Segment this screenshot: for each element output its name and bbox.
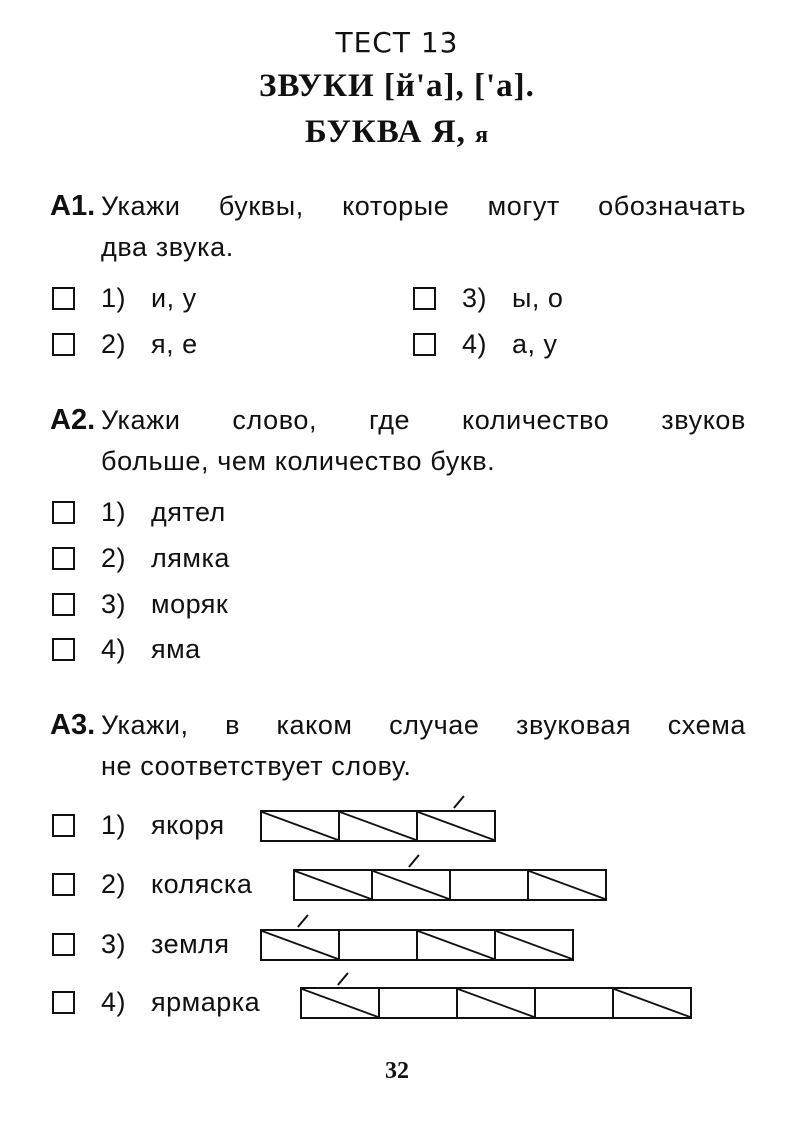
answer-option (52, 584, 228, 624)
answer-option (52, 982, 260, 1022)
option-text: ы, о (512, 282, 564, 313)
scheme-cell (450, 870, 528, 900)
answer-option (52, 324, 198, 364)
answer-checkbox[interactable] (52, 287, 75, 310)
sound-scheme (300, 982, 630, 1022)
topic-letter-main: БУКВА Я, (304, 114, 466, 150)
option-text: и, у (151, 282, 197, 313)
question-number-a3: А3. (50, 709, 96, 741)
option-text: ярмарка (151, 986, 261, 1017)
question-line: Укажи слово, где количество звуков (101, 405, 746, 435)
stress-mark (338, 973, 348, 985)
scheme-diagonal (614, 989, 690, 1017)
scheme-diagonal (496, 931, 572, 959)
answer-checkbox[interactable] (52, 991, 75, 1014)
option-number: 2) (101, 542, 127, 573)
option-text: моряк (151, 588, 229, 619)
stress-mark (409, 855, 419, 867)
question-line: больше, чем количество букв. (101, 446, 496, 476)
option-number: 1) (101, 809, 127, 840)
answer-checkbox[interactable] (413, 333, 436, 356)
question-text-a1 (101, 186, 746, 268)
question-line: два звука. (101, 232, 234, 262)
scheme-diagonal (458, 989, 534, 1017)
answer-option (52, 924, 230, 964)
answer-option (413, 278, 563, 318)
answer-option (52, 864, 252, 904)
scheme-diagonal (340, 812, 416, 840)
answer-checkbox[interactable] (52, 933, 75, 956)
option-number: 2) (101, 868, 127, 899)
scheme-diagonal (418, 812, 494, 840)
question-line: Укажи буквы, которые могут обозначать (101, 191, 746, 221)
scheme-cell (535, 988, 613, 1018)
scheme-diagonal (295, 871, 371, 899)
answer-checkbox[interactable] (52, 638, 75, 661)
question-text-a3 (101, 705, 746, 787)
scheme-diagonal (529, 871, 605, 899)
question-line: не соответствует слову. (101, 751, 412, 781)
option-number: 2) (101, 328, 127, 359)
answer-option (52, 629, 201, 669)
answer-checkbox[interactable] (413, 287, 436, 310)
option-number: 4) (101, 633, 127, 664)
option-text: дятел (151, 496, 226, 527)
option-number: 4) (462, 328, 488, 359)
answer-option (52, 492, 226, 532)
scheme-diagonal (373, 871, 449, 899)
option-text: земля (151, 928, 230, 959)
answer-option (52, 278, 197, 318)
answer-option (413, 324, 558, 364)
scheme-cell (339, 930, 417, 960)
stress-mark (454, 796, 464, 808)
test-title: ТЕСТ 13 (335, 26, 459, 59)
question-number-a1: А1. (50, 190, 96, 222)
option-number: 4) (101, 986, 127, 1017)
option-text: коляска (151, 868, 253, 899)
option-text: якоря (151, 809, 225, 840)
sound-scheme (260, 805, 500, 845)
scheme-diagonal (262, 931, 338, 959)
answer-option (52, 805, 225, 845)
option-text: а, у (512, 328, 558, 359)
answer-option (52, 538, 230, 578)
stress-mark (298, 915, 308, 927)
option-number: 3) (462, 282, 488, 313)
option-number: 1) (101, 282, 127, 313)
option-number: 3) (101, 588, 127, 619)
answer-checkbox[interactable] (52, 547, 75, 570)
question-line: Укажи, в каком случае звуковая схема (101, 710, 746, 740)
scheme-diagonal (302, 989, 378, 1017)
option-number: 1) (101, 496, 127, 527)
option-text: яма (151, 633, 201, 664)
topic-letter (0, 112, 794, 155)
scheme-cell (379, 988, 457, 1018)
option-text: лямка (151, 542, 230, 573)
answer-checkbox[interactable] (52, 873, 75, 896)
answer-checkbox[interactable] (52, 501, 75, 524)
topic-letter-small: я (475, 122, 490, 148)
scheme-diagonal (262, 812, 338, 840)
sound-scheme (260, 924, 545, 964)
answer-checkbox[interactable] (52, 593, 75, 616)
topic-sounds: ЗВУКИ [й'а], ['а]. (259, 68, 535, 104)
scheme-diagonal (418, 931, 494, 959)
question-number-a2: А2. (50, 404, 96, 436)
option-number: 3) (101, 928, 127, 959)
answer-checkbox[interactable] (52, 814, 75, 837)
answer-checkbox[interactable] (52, 333, 75, 356)
sound-scheme (293, 864, 578, 904)
option-text: я, е (151, 328, 198, 359)
page-number: 32 (385, 1058, 409, 1084)
question-text-a2 (101, 400, 746, 482)
